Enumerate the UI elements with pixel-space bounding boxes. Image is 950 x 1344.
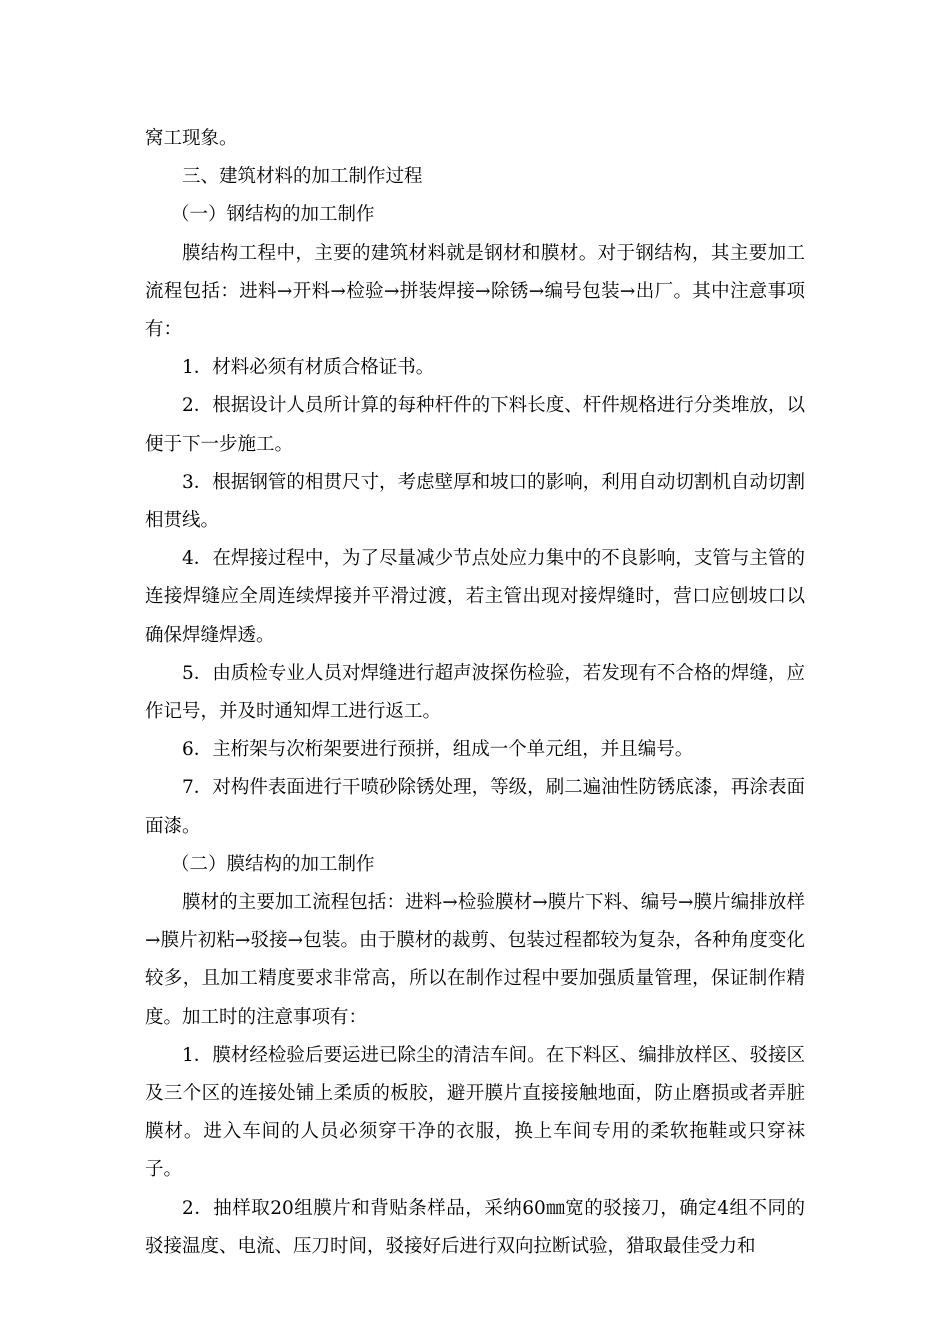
list-item-steel-3: 3．根据钢管的相贯尺寸，考虑壁厚和坡口的影响，利用自动切割机自动切割相贯线。	[145, 471, 805, 532]
document-body	[145, 120, 805, 1266]
list-item-steel-6: 6．主桁架与次桁架要进行预拼，组成一个单元组，并且编号。	[182, 739, 694, 761]
subsection-heading-membrane: （二）膜结构的加工制作	[171, 853, 375, 875]
paragraph-membrane-intro: 膜材的主要加工流程包括：进料→检验膜材→膜片下料、编号→膜片编排放样→膜片初粘→驳接→包装。由于膜材的裁剪、包装过程都较为复杂，各种角度变化较多，且加工精度要求非常高，所以在制作过程中要加强质量管理，保证制作精度。加工时的注意事项有：	[145, 892, 805, 1028]
section-heading-3: 三、建筑材料的加工制作过程	[182, 166, 423, 188]
list-item-steel-5: 5．由质检专业人员对焊缝进行超声波探伤检验，若发现有不合格的焊缝，应作记号，并及时通知焊工进行返工。	[145, 662, 805, 723]
list-item-membrane-1: 1．膜材经检验后要运进已除尘的清洁车间。在下料区、编排放样区、驳接区及三个区的连接处铺上柔质的板胶，避开膜片直接接触地面，防止磨损或者弄脏膜材。进入车间的人员必须穿干净的衣服，换上车间专用的柔软拖鞋或只穿袜子。	[145, 1044, 805, 1181]
list-item-steel-7: 7．对构件表面进行干喷砂除锈处理，等级，刷二遍油性防锈底漆，再涂表面面漆。	[145, 777, 805, 837]
paragraph-continuation: 窝工现象。	[145, 128, 238, 149]
subsection-heading-steel: （一）钢结构的加工制作	[171, 204, 375, 226]
list-item-steel-4: 4．在焊接过程中，为了尽量减少节点处应力集中的不良影响，支管与主管的连接焊缝应全周连续焊接并平滑过渡，若主管出现对接焊缝时，营口应刨坡口以确保焊缝焊透。	[145, 548, 805, 646]
list-item-steel-1: 1．材料必须有材质合格证书。	[182, 357, 435, 379]
paragraph-steel-intro: 膜结构工程中，主要的建筑材料就是钢材和膜材。对于钢结构，其主要加工流程包括：进料→开料→检验→拼装焊接→除锈→编号包装→出厂。其中注意事项有：	[145, 242, 805, 341]
list-item-steel-2: 2．根据设计人员所计算的每种杆件的下料长度、杆件规格进行分类堆放，以便于下一步施工。	[145, 395, 805, 455]
list-item-membrane-2: 2．抽样取20组膜片和背贴条样品，采纳60㎜宽的驳接刀，确定4组不同的驳接温度、电流、压刀时间，驳接好后进行双向拉断试验，猎取最佳受力和	[145, 1197, 805, 1257]
